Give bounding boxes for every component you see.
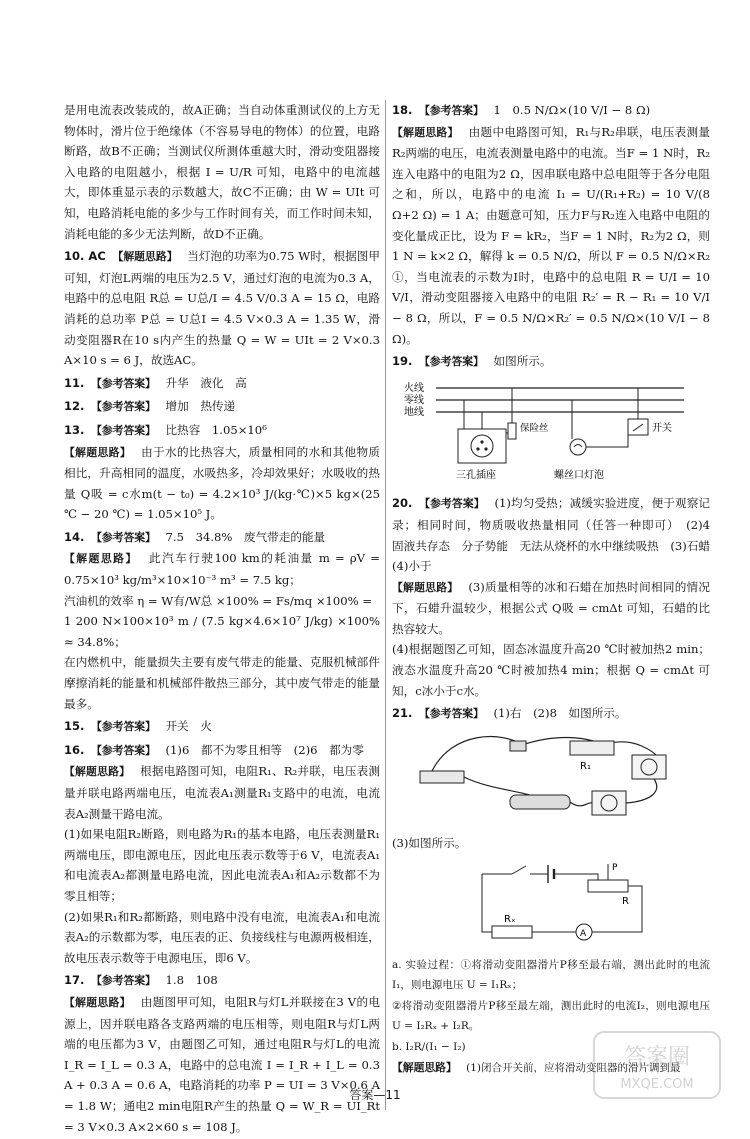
column-separator — [385, 100, 386, 1110]
q21-text3: (3)如图所示。 — [392, 836, 467, 851]
r-label: R — [622, 896, 629, 908]
q14-number: 14. — [64, 529, 85, 544]
rx-label: Rₓ — [504, 914, 516, 926]
wire-6 — [626, 779, 657, 803]
fuse-label: 保险丝 — [520, 422, 549, 434]
resistor-icon — [570, 741, 614, 755]
q16-number: 16. — [64, 742, 85, 757]
page-footer: 答案—11 — [349, 1088, 401, 1102]
schematic-diagram — [392, 860, 692, 944]
q21-tag: 【参考答案】 — [419, 707, 484, 721]
q11-text: 升华 液化 高 — [165, 375, 247, 390]
q21-step-a: a. 实验过程：①将滑动变阻器滑片P移至最右端，测出此时的电流I₁，则电源电压 U = I₁Rₓ； — [392, 958, 710, 992]
watermark-line1: 答案圈 — [623, 1045, 691, 1070]
q10-block — [64, 246, 380, 371]
q16-tag2: 【解题思路】 — [64, 765, 131, 779]
q13-tag: 【参考答案】 — [91, 423, 156, 437]
q14-tag: 【参考答案】 — [91, 530, 156, 544]
q16-block — [64, 740, 380, 969]
live-wire-label: 火线 — [404, 382, 424, 394]
q15-number: 15. — [64, 719, 85, 734]
q18-number: 18. — [392, 103, 413, 117]
q12-text: 增加 热传递 — [165, 399, 236, 414]
rx-symbol — [492, 926, 532, 938]
q17-text: 1.8 108 — [165, 973, 218, 988]
q10-text: 当灯泡的功率为0.75 W时，根据图甲可知，灯泡L两端的电压为2.5 V，通过灯泡的电流为0.3 A，电路中的总电阻 R总 = U总/I = 4.5 V/0.3 A = 15 Ω，电路消耗的总功率 P总 = U总I = 4.5 V×0.3 A = 1.35 W，滑动变阻器R在10 s内产生的热量 Q = W = UIt = 2 V×0.3 A×10 s = 6 J，故选AC。 — [64, 249, 381, 368]
left-column — [64, 100, 380, 1139]
q10-tag: 【解题思路】 — [112, 250, 178, 264]
q17-number: 17. — [64, 973, 85, 988]
q21-step-b: b. I₂R/(I₁ − I₂) — [392, 1041, 466, 1053]
wire-5 — [570, 802, 592, 806]
q14-efficiency: 汽油机的效率 η = W有/W总 ×100% = Fs/mq ×100% = — [64, 593, 373, 608]
q20-text3: (4)根据题图乙可知，固态冰温度升高20 ℃时被加热2 min；液态水温度升高20 ℃时被加热4 min；根据 Q = cmΔt 可知，c冰小于c水。 — [392, 642, 710, 698]
switch-label: 开关 — [652, 422, 672, 434]
socket-label: 三孔插座 — [456, 469, 496, 481]
q13-text2: 由于水的比热容大，质量相同的水和其他物质相比，升高相同的温度，水吸热多，冷却效果好；水吸收的热量 Q吸 = c水m(t − t₀) = 4.2×10³ J/(kg·℃)×5 kg×(25 ℃ − 20 ℃) = 1.05×10⁵ J。 — [64, 444, 380, 522]
q18-text2: 由题中电路图可知，R₁与R₂串联，电压表测量R₂两端的电压，电流表测量电路中的电流。当F = 1 N时，R₂连入电路中的电阻为2 Ω，因串联电路中总电阻等于各分电阻之和，所以，电路中的电流 I₁ = U/(R₁+R₂) = 10 V/(8 Ω+2 Ω) = 1 A；由题意可知，压力F与R₂连入电路中电阻的变化量成正比，设为 F = kR₂，当F = 1 N时，R₂为2 Ω，则1 N = k×2 Ω，解得 k = 0.5 N/Ω，所以 F = 0.5 N/Ω×R₂ ①，当电流表的示数为I时，电路中的总电阻 R = U/I = 10 V/I，滑动变阻器接入电路中的电阻 R₂′ = R − R₁ = 10 V/I − 8 Ω，所以，F = 0.5 N/Ω×R₂′ = 0.5 N/Ω×(10 V/I − 8 Ω)。 — [392, 124, 722, 346]
wire-c — [554, 874, 598, 880]
wire-d — [592, 886, 642, 932]
q19-block — [392, 351, 710, 373]
wire-1 — [432, 736, 522, 770]
q20-text2: (3)质量相等的冰和石蜡在加热时间相同的情况下，石蜡升温较少，根据公式 Q吸 = cmΔt 可知，石蜡的比热容较大。 — [392, 579, 710, 636]
q14-block — [64, 527, 380, 714]
neutral-wire-label: 零线 — [404, 394, 424, 406]
home-circuit-diagram — [392, 379, 692, 483]
q11-block — [64, 373, 380, 395]
q13-text: 比热容 1.05×10⁶ — [165, 422, 267, 437]
q14-text3: 在内燃机中，能量损失主要有废气带走的能量、克服机械部件摩擦消耗的能量和机械部件散热三部分，其中废气带走的能量最多。 — [64, 655, 380, 711]
q20-tag: 【参考答案】 — [419, 497, 485, 511]
q21-text4: (1)闭合开关前，应将滑动变阻器的滑片调到最 — [466, 1061, 681, 1074]
q14-text2: 此汽车行驶100 km的耗油量 m = ρV = 0.75×10³ kg/m³×10×10⁻³ m³ = 7.5 kg； — [64, 551, 380, 588]
q20-text: (1)均匀受热；减缓实验进度，便于观察记录；相同时间，物质吸收热量相同（任答一种即可） (2)4 固液共存态 分子势能 无法从烧杯的水中继续吸热 (3)石蜡 (4)小于 — [392, 496, 722, 574]
r1-label: R₁ — [580, 760, 591, 772]
q13-block — [64, 420, 380, 525]
q13-tag2: 【解题思路】 — [64, 445, 132, 459]
q17-tag: 【参考答案】 — [91, 974, 156, 988]
q16-tag: 【参考答案】 — [91, 743, 156, 757]
q14-tag2: 【解题思路】 — [64, 552, 138, 566]
rheostat-symbol — [588, 880, 628, 892]
watermark-logo — [592, 1030, 722, 1100]
q15-tag: 【参考答案】 — [91, 720, 156, 734]
watermark-line2: MXQE.COM — [620, 1077, 694, 1092]
q16-part2: (2)如果R₁和R₂都断路，则电路中没有电流，电流表A₁和电流表A₂的示数都为零，电压表的正、负接线柱与电源两极相连，故电压表示数等于电源电压，即6 V。 — [64, 909, 380, 965]
battery-icon — [420, 771, 464, 783]
q20-block — [392, 493, 722, 701]
q16-text: (1)6 都不为零且相等 (2)6 都为零 — [165, 742, 364, 757]
wire-f — [482, 874, 492, 932]
q18-block — [392, 100, 722, 349]
q20-tag2: 【解题思路】 — [392, 580, 459, 594]
q21-number: 21. — [392, 706, 413, 721]
q9-continuation: 是用电流表改装成的，故A正确；当自动体重测试仪的上方无物体时，滑片位于绝缘体（不容易导电的物体）的位置，电路断路，故B不正确；当测试仪所测体重越大时，滑动变阻器接入电路的电阻越小，根据 I = U/R 可知，电路中的电流越大，即体重显示表的示数越大，故C不正确；由 W = UIt 可知，电路消耗电能的多少与工作时间有关，而工作时间未知，消耗电能的多少无法判断，故D不正确。 — [64, 103, 380, 241]
q10-number: 10. AC — [64, 249, 106, 264]
rheostat-icon — [510, 795, 570, 809]
q18-text: 1 0.5 N/Ω×(10 V/I − 8 Ω) — [493, 103, 651, 117]
physical-circuit-diagram — [392, 731, 692, 823]
q19-tag: 【参考答案】 — [419, 355, 484, 369]
ammeter-label: A — [580, 929, 587, 940]
q21-text: (1)右 (2)8 如图所示。 — [493, 706, 627, 721]
q19-number: 19. — [392, 354, 413, 369]
q12-block — [64, 396, 380, 418]
q15-block — [64, 716, 380, 738]
q19-text: 如图所示。 — [493, 354, 552, 369]
q12-number: 12. — [64, 399, 85, 414]
q13-number: 13. — [64, 422, 85, 437]
p-label: P — [612, 863, 618, 874]
q15-text: 开关 火 — [165, 719, 212, 734]
q18-tag2: 【解题思路】 — [392, 125, 459, 139]
switch-icon — [510, 741, 526, 751]
q17-block — [64, 970, 380, 1137]
q21-block — [392, 703, 710, 725]
q18-tag: 【参考答案】 — [419, 104, 484, 117]
q21-part3-label — [392, 833, 710, 854]
q20-number: 20. — [392, 496, 413, 511]
q16-text2: 根据电路图可知，电阻R₁、R₂并联，电压表测量并联电路两端电压，电流表A₁测量R₁支路中的电流，电流表A₂测量干路电流。 — [64, 764, 380, 821]
ground-wire-label: 地线 — [404, 406, 424, 418]
bulb-label: 螺丝口灯泡 — [554, 469, 604, 481]
switch-symbol — [512, 866, 526, 874]
q11-tag: 【参考答案】 — [91, 376, 156, 390]
q17-text2: 由题图甲可知，电阻R与灯L并联接在3 V的电源上，因并联电路各支路两端的电压相等，则电阻R与灯L两端的电压都为3 V，由题图乙可知，通过电阻R与灯L的电流 I_R = I_L = 0.3 A，电路中的总电流 I = I_R + I_L = 0.3 A + 0.3 A = 0.6 A，电路消耗的功率 P = UI = 3 V×0.6 A = 1.8 W；通电2 min电阻R产生的热量 Q = W_R = UI_Rt = 3 V×0.3 A×2×60 s = 108 J。 — [64, 994, 381, 1134]
q17-tag2: 【解题思路】 — [64, 995, 131, 1009]
q21-step-a2: ②将滑动变阻器滑片P移至最左端，测出此时的电流I₂，则电源电压 U = I₂Rₓ + I₂R。 — [392, 999, 710, 1033]
q11-number: 11. — [64, 375, 85, 390]
fuse-icon — [508, 423, 516, 439]
bulb-icon — [570, 439, 586, 455]
right-column — [392, 100, 722, 1080]
q12-tag: 【参考答案】 — [91, 400, 156, 414]
q14-text: 7.5 34.8% 废气带走的能量 — [165, 529, 326, 544]
q21-tag2: 【解题思路】 — [392, 1060, 457, 1074]
q14-efficiency-2: 1 200 N×100×10³ m / (7.5 kg×4.6×10⁷ J/kg) ×100% ≈ 34.8%； — [64, 614, 380, 649]
socket-box — [458, 429, 506, 463]
q16-part1: (1)如果电阻R₂断路，则电路为R₁的基本电路，电压表测量R₁两端电压，即电源电压，因此电压表示数等于6 V，电流表A₁和电流表A₂都测量电路电流，因此电流表A₁和A₂示数都不为零且相等； — [64, 827, 380, 903]
